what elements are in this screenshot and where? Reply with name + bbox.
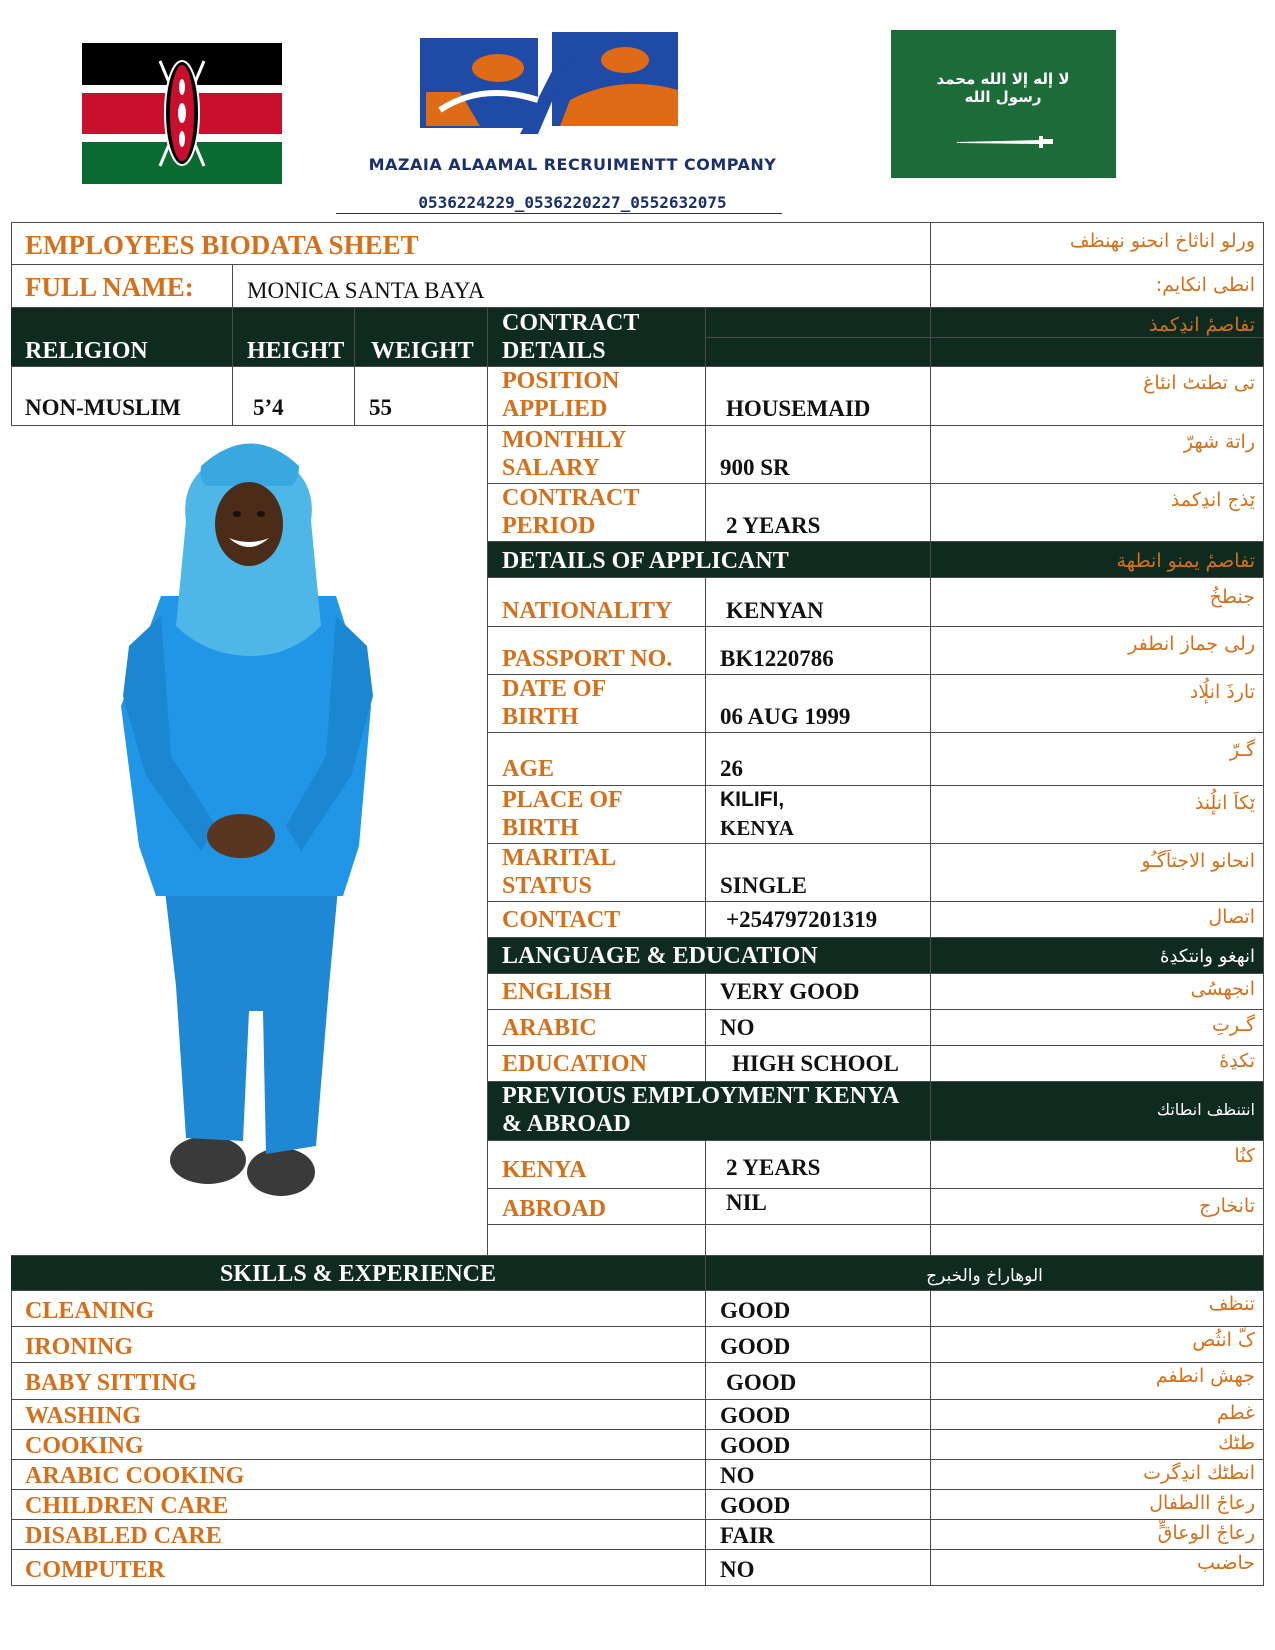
company-phones: 0536224229_0536220227_0552632075: [418, 193, 727, 212]
skill-ar: تنظف: [931, 1291, 1264, 1327]
religion-header: RELIGION: [11, 308, 233, 367]
education-label: EDUCATION: [488, 1046, 706, 1082]
contract-period-label-1: CONTRACT: [502, 485, 640, 511]
contact-value: +254797201319: [706, 902, 931, 938]
birthplace-label: [488, 786, 706, 844]
employment-abroad-label: ABROAD: [488, 1189, 706, 1225]
employment-blank-2: [706, 1225, 931, 1256]
employment-header-line-2: & ABROAD: [502, 1111, 631, 1137]
height-value: 5’4: [233, 367, 355, 426]
skill-value: GOOD: [706, 1430, 931, 1460]
skills-header-ar: [706, 1256, 1264, 1291]
employment-blank-1: [488, 1225, 706, 1256]
arabic-ar: گـرتِ: [931, 1010, 1264, 1046]
full-name-ar: انطی انکایم:: [931, 265, 1264, 308]
nationality-label-text: NATIONALITY: [502, 598, 673, 624]
contact-label-text: CONTACT: [502, 907, 621, 933]
kenya-flag: [82, 43, 282, 184]
dob-value: 06 AUG 1999: [706, 675, 931, 733]
phones-underline: [336, 213, 782, 214]
contact-label: [488, 902, 706, 938]
contract-details-blank-bottom: [706, 338, 931, 367]
marital-label: [488, 844, 706, 902]
education-ar: تکڍهٔ: [931, 1046, 1264, 1082]
skill-label: DISABLED CARE: [11, 1520, 706, 1550]
saudi-flag: [891, 30, 1116, 178]
skill-ar: غطم: [931, 1400, 1264, 1430]
contract-position-value: HOUSEMAID: [706, 367, 931, 426]
contract-position-label-2: APPLIED: [502, 396, 608, 422]
applicant-photo: [11, 426, 488, 1256]
employment-kenya-ar: کنُا: [931, 1141, 1264, 1189]
marital-label-2: STATUS: [502, 873, 592, 899]
skill-label: CHILDREN CARE: [11, 1490, 706, 1520]
nationality-ar: جنطخُ: [931, 578, 1264, 627]
skill-ar: رعاجٔ االطفال: [931, 1490, 1264, 1520]
skill-label: COOKING: [11, 1430, 706, 1460]
skill-value: GOOD: [706, 1490, 931, 1520]
contract-details-line-2: DETAILS: [502, 338, 606, 364]
marital-ar: انحانو الاجتاَگـُو: [931, 844, 1264, 902]
skill-value: GOOD: [706, 1363, 931, 1400]
arabic-label: ARABIC: [488, 1010, 706, 1046]
height-header: HEIGHT: [233, 308, 355, 367]
english-ar: انجهسُی: [931, 974, 1264, 1010]
contract-position-ar: تی تطتٹ انئاغ: [931, 367, 1264, 426]
company-logo: [420, 30, 682, 140]
skill-label: BABY SITTING: [11, 1363, 706, 1400]
contract-period-label: [488, 484, 706, 542]
passport-ar: رلی جماز انطفر: [931, 627, 1264, 675]
age-ar: گـرّ: [931, 733, 1264, 786]
contract-details-line-1: CONTRACT: [502, 310, 640, 336]
contact-ar: اتصال: [931, 902, 1264, 938]
form-title: EMPLOYEES BIODATA SHEET: [11, 222, 931, 265]
contract-position-label-1: POSITION: [502, 368, 620, 394]
contract-salary-label: [488, 426, 706, 484]
employment-kenya-value: 2 YEARS: [706, 1141, 931, 1189]
birthplace-label-2: BIRTH: [502, 815, 579, 841]
age-label: [488, 733, 706, 786]
nationality-value: KENYAN: [706, 578, 931, 627]
skill-ar: طٹك: [931, 1430, 1264, 1460]
skill-label: CLEANING: [11, 1291, 706, 1327]
religion-value: NON-MUSLIM: [11, 367, 233, 426]
skill-value: GOOD: [706, 1327, 931, 1363]
skill-value: GOOD: [706, 1291, 931, 1327]
arabic-value: NO: [706, 1010, 931, 1046]
birthplace-value: [706, 786, 931, 844]
contract-details-ar-blank: [931, 338, 1264, 367]
shahada-script: لا إله إلا الله محمد رسول الله: [936, 70, 1070, 106]
skill-ar: جهش انطفم: [931, 1363, 1264, 1400]
passport-value: BK1220786: [706, 627, 931, 675]
contract-salary-ar: راتة شهرّ: [931, 426, 1264, 484]
contract-period-value: 2 YEARS: [706, 484, 931, 542]
contract-salary-value: 900 SR: [706, 426, 931, 484]
dob-label-2: BIRTH: [502, 704, 579, 730]
skills-header: SKILLS & EXPERIENCE: [11, 1256, 706, 1291]
dob-label-1: DATE OF: [502, 676, 607, 702]
passport-label: [488, 627, 706, 675]
education-value: HIGH SCHOOL: [706, 1046, 931, 1082]
skill-value: GOOD: [706, 1400, 931, 1430]
contract-details-ar: تفاصمٔ انڍکمذ: [931, 308, 1264, 338]
full-name-label: FULL NAME:: [11, 265, 233, 308]
skill-value: NO: [706, 1550, 931, 1586]
contract-salary-label-1: MONTHLY: [502, 427, 627, 453]
contract-period-label-2: PERIOD: [502, 513, 596, 539]
form-title-ar: ورلو اناثاخ انحنو نهنظف: [931, 222, 1264, 265]
skills-header-ar-text: الوهاراخ والخبرج: [926, 1266, 1043, 1286]
skill-ar: حاضىب: [931, 1550, 1264, 1586]
english-value: VERY GOOD: [706, 974, 931, 1010]
employment-blank-3: [931, 1225, 1264, 1256]
employment-header-line-1: PREVIOUS EMPLOYMENT KENYA: [502, 1083, 900, 1109]
contract-salary-label-2: SALARY: [502, 455, 600, 481]
english-label: ENGLISH: [488, 974, 706, 1010]
birthplace-value-1: KILIFI,: [720, 788, 785, 811]
weight-header: WEIGHT: [355, 308, 488, 367]
employment-abroad-ar: تانخارج: [931, 1189, 1264, 1225]
employment-header: [488, 1082, 931, 1141]
marital-label-1: MARITAL: [502, 845, 617, 871]
contract-position-label: [488, 367, 706, 426]
applicant-details-header-ar: تفاصمٔ یمنو انطهة: [931, 542, 1264, 578]
skill-label: WASHING: [11, 1400, 706, 1430]
skill-value: FAIR: [706, 1520, 931, 1550]
skill-ar: کّ انثُص: [931, 1327, 1264, 1363]
birthplace-value-2: KENYA: [720, 816, 794, 840]
skill-label: ARABIC COOKING: [11, 1460, 706, 1490]
birthplace-ar: ێکاَ انلُٕنذ: [931, 786, 1264, 844]
nationality-label: [488, 578, 706, 627]
skill-value: NO: [706, 1460, 931, 1490]
employment-header-ar: انتنظف انطاتك: [931, 1082, 1264, 1141]
skill-ar: انطٹك انڍگرت: [931, 1460, 1264, 1490]
sword-icon: [955, 134, 1055, 148]
employment-kenya-label: KENYA: [488, 1141, 706, 1189]
contract-details-blank-top: [706, 308, 931, 338]
employment-abroad-value: NIL: [706, 1189, 931, 1225]
skill-label: IRONING: [11, 1327, 706, 1363]
language-header-ar: انهغو وانتکڍهٔ: [931, 938, 1264, 974]
age-value: 26: [706, 733, 931, 786]
language-header: LANGUAGE & EDUCATION: [488, 938, 931, 974]
passport-label-text: PASSPORT NO.: [502, 646, 673, 672]
birthplace-label-1: PLACE OF: [502, 787, 623, 813]
full-name-value: MONICA SANTA BAYA: [233, 265, 931, 308]
contract-details-header: [488, 308, 706, 367]
age-label-text: AGE: [502, 756, 555, 782]
applicant-details-header: DETAILS OF APPLICANT: [488, 542, 931, 578]
contract-period-ar: ێذج انڍکمذ: [931, 484, 1264, 542]
dob-ar: تارذَ انلُٕاد: [931, 675, 1264, 733]
dob-label: [488, 675, 706, 733]
company-name: MAZAIA ALAAMAL RECRUIMENTT COMPANY: [368, 155, 777, 174]
skill-ar: رعاجٔ الوعاقٍّ: [931, 1520, 1264, 1550]
weight-value: 55: [355, 367, 488, 426]
marital-value: SINGLE: [706, 844, 931, 902]
skill-label: COMPUTER: [11, 1550, 706, 1586]
